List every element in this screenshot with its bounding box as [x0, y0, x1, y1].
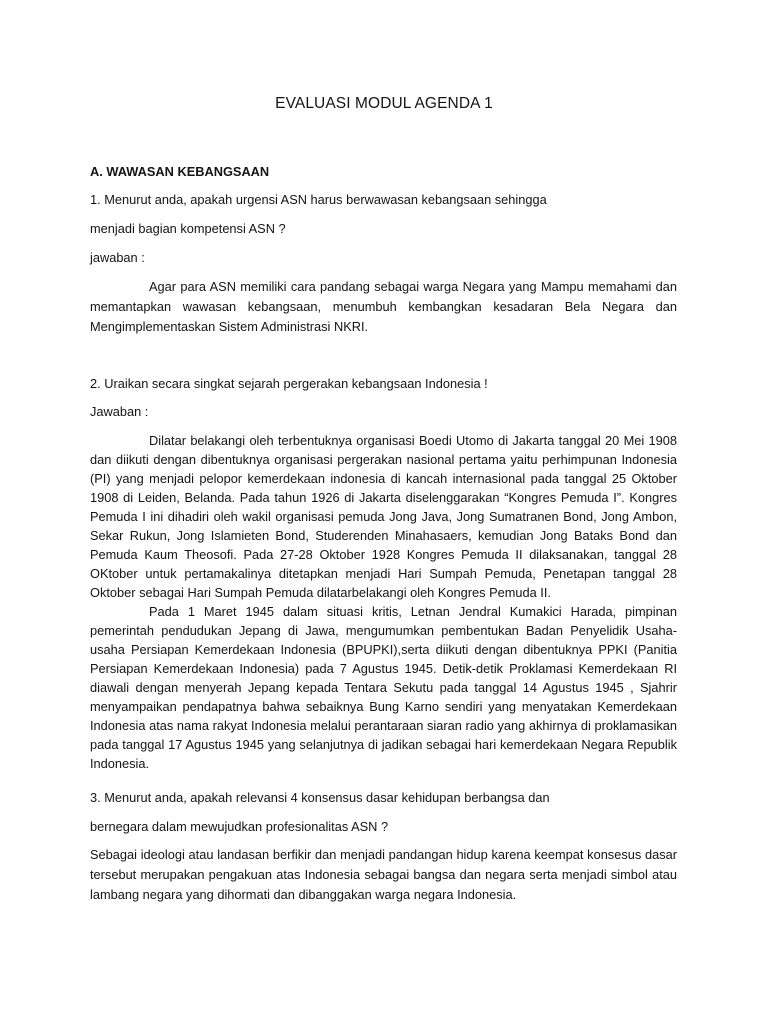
question-3-line-2: bernegara dalam mewujudkan profesionalitas ASN ?: [90, 819, 389, 834]
answer-3-text: Sebagai ideologi atau landasan berfikir dan menjadi pandangan hidup karena keempat konsesus dasar tersebut merupakan pengakuan atas Indonesia sebagai bangsa dan negara serta menjadi simbol atau lambang negara yang dihormati dan dibanggakan warga negara Indonesia.: [90, 847, 677, 902]
answer-1-text: Agar para ASN memiliki cara pandang sebagai warga Negara yang Mampu memahami dan memantapkan wawasan kebangsaan, menumbuh kembangkan kesadaran Bela Negara dan Mengimplementaskan Sistem Administrasi NKRI.: [90, 279, 677, 334]
question-3-line-1: 3. Menurut anda, apakah relevansi 4 konsensus dasar kehidupan berbangsa dan: [90, 790, 550, 805]
question-1-line-1: 1. Menurut anda, apakah urgensi ASN harus berwawasan kebangsaan sehingga: [90, 192, 547, 207]
section-heading: A. WAWASAN KEBANGSAAN: [90, 164, 270, 179]
answer-2-paragraph-2: Pada 1 Maret 1945 dalam situasi kritis, Letnan Jendral Kumakici Harada, pimpinan pemerintah pendudukan Jepang di Jawa, mengumumkan pembentukan Badan Penyelidik Usaha-usaha Persiapan Kemerdekaan Indonesia (BPUPKI),serta diikuti dengan dibentuknya PPKI (Panitia Persiapan Kemerdekaan Indonesia) pada 7 Agustus 1945. Detik-detik Proklamasi Kemerdekaan RI diawali dengan menyerah Jepang kepada Tentara Sekutu pada tanggal 14 Agustus 1945 , Sjahrir menyampaikan pendapatnya bahwa sebaiknya Bung Karno sendiri yang menyatakan Kemerdekaan Indonesia atas nama rakyat Indonesia melalui perantaraan siaran radio yang akhirnya di proklamasikan pada tanggal 17 Agustus 1945 yang selanjutnya di jadikan sebagai hari kemerdekaan Negara Republik Indonesia.: [90, 604, 677, 771]
question-1-line-2: menjadi bagian kompetensi ASN ?: [90, 221, 286, 236]
answer-1-label: jawaban :: [90, 250, 145, 265]
answer-2-paragraph-1: Dilatar belakangi oleh terbentuknya organisasi Boedi Utomo di Jakarta tanggal 20 Mei 1908 dan diikuti dengan dibentuknya organisasi pergerakan nasional pertama yaitu perhimpunan Indonesia (PI) yang menjadi pelopor kemerdekaan indonesia di kancah internasional pada tanggal 25 Oktober 1908 di Leiden, Belanda. Pada tahun 1926 di Jakarta diselenggarakan “Kongres Pemuda I”. Kongres Pemuda I ini dihadiri oleh wakil organisasi pemuda Jong Java, Jong Sumatranen Bond, Jong Ambon, Sekar Rukun, Jong Islamieten Bond, Studerenden Minahasaers, kemudian Jong Bataks Bond dan Pemuda Kaum Theosofi. Pada 27-28 Oktober 1928 Kongres Pemuda II dilaksanakan, tanggal 28 OKtober untuk pertamakalinya ditetapkan menjadi Hari Sumpah Pemuda, Penetapan tanggal 28 Oktober sebagai Hari Sumpah Pemuda dilatarbelakangi oleh Kongres Pemuda II.: [90, 433, 677, 600]
answer-2-label: Jawaban :: [90, 404, 149, 419]
page-title: EVALUASI MODUL AGENDA 1: [275, 95, 493, 112]
question-2: 2. Uraikan secara singkat sejarah pergerakan kebangsaan Indonesia !: [90, 376, 488, 391]
